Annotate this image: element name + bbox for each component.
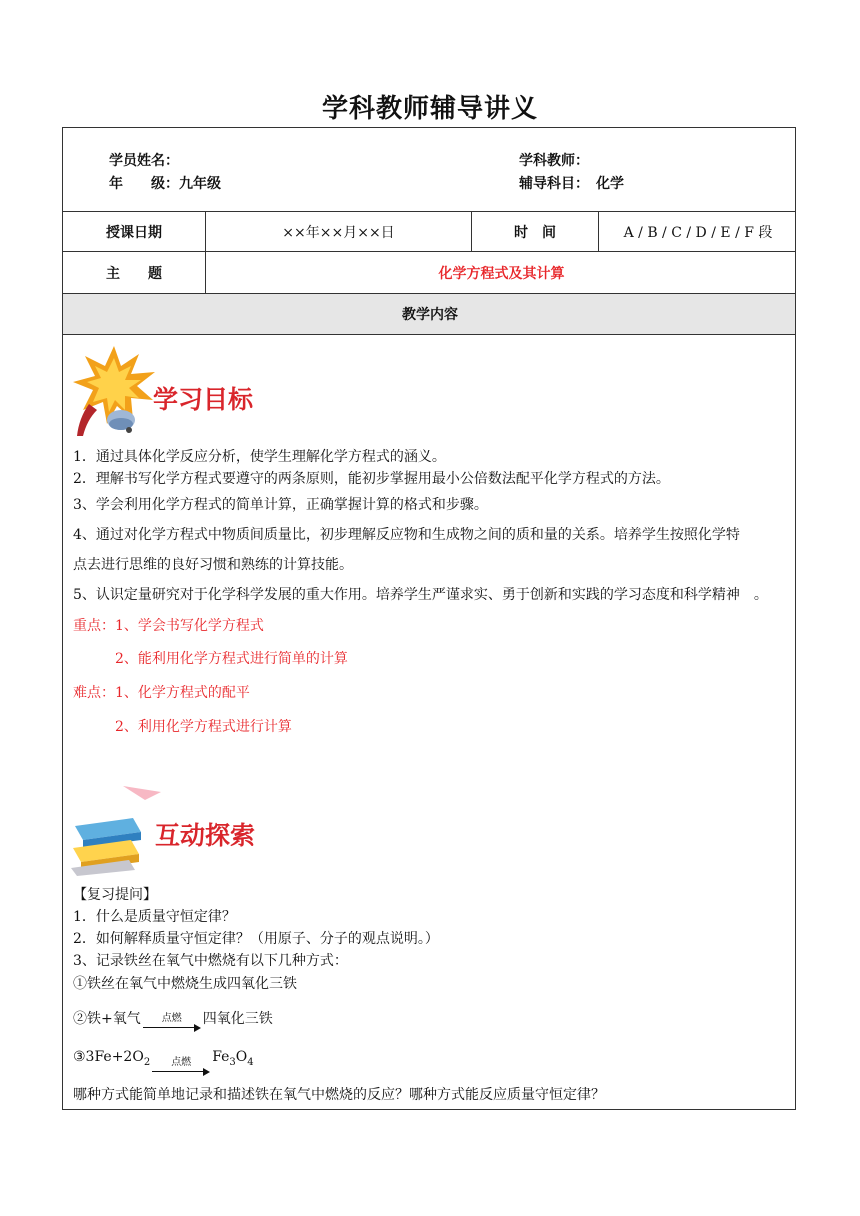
key-point-1: 重点：1、学会书写化学方程式 xyxy=(73,618,264,634)
objective-item: 5、认识定量研究对于化学科学发展的重大作用。培养学生严谨求实、勇于创新和实践的学习态度和科学精神 。 xyxy=(73,587,768,603)
difficulty-2: 2、利用化学方程式进行计算 xyxy=(115,719,292,735)
record-way-3 xyxy=(73,1049,785,1076)
date-label: 授课日期 xyxy=(106,224,162,241)
subject-label: 辅导科目： 化学 xyxy=(519,176,624,192)
way3-right-b: O xyxy=(235,1049,248,1066)
maple-bell-icon xyxy=(69,344,159,440)
explore-badge-text: 互动探索 xyxy=(155,821,256,850)
student-name-label: 学员姓名： xyxy=(109,153,179,169)
way3-left-sub: 2 xyxy=(143,1057,151,1068)
topic-row xyxy=(63,252,795,294)
way3-left-text: ③3Fe+2O xyxy=(73,1049,144,1066)
way3-right-sub2: 4 xyxy=(247,1057,254,1068)
way3-left xyxy=(73,1044,150,1076)
objectives-badge xyxy=(69,344,269,440)
ignite-arrow xyxy=(143,1014,201,1032)
ignite-condition: 点燃 xyxy=(161,1013,182,1024)
section-header: 教学内容 xyxy=(402,307,458,323)
way2-right: 四氧化三铁 xyxy=(202,1011,273,1027)
objective-item: 4、通过对化学方程式中物质间质量比，初步理解反应物和生成物之间的质和量的关系。培养学生按照化学特 xyxy=(73,527,740,543)
review-question: 1．什么是质量守恒定律？ xyxy=(73,909,236,925)
grade-label: 年 级：九年级 xyxy=(109,176,221,192)
difficulty-1: 难点：1、化学方程式的配平 xyxy=(73,685,250,701)
objective-item: 点去进行思维的良好习惯和熟练的计算技能。 xyxy=(73,557,353,573)
schedule-row xyxy=(63,212,795,252)
page-title: 学科教师辅导讲义 xyxy=(321,94,538,124)
record-way-2 xyxy=(73,1010,785,1032)
record-way-1: ①铁丝在氧气中燃烧生成四氧化三铁 xyxy=(73,976,297,992)
way3-right xyxy=(212,1044,253,1076)
arrow-icon xyxy=(143,1024,201,1032)
objective-item: 3、学会利用化学方程式的简单计算，正确掌握计算的格式和步骤。 xyxy=(73,497,488,513)
way3-right-a: Fe xyxy=(212,1049,230,1066)
section-header-row xyxy=(63,294,795,335)
objectives-list xyxy=(73,446,785,744)
way3-right-sub1: 3 xyxy=(229,1057,236,1068)
objective-item: 2．理解书写化学方程式要遵守的两条原则，能初步掌握用最小公倍数法配平化学方程式的方法。 xyxy=(73,471,670,487)
arrow-icon xyxy=(152,1068,210,1076)
student-info-row xyxy=(63,128,795,212)
way2-left: ②铁+氧气 xyxy=(73,1011,141,1027)
topic-value: 化学方程式及其计算 xyxy=(205,252,797,293)
lecture-table xyxy=(62,127,796,1110)
topic-label: 主 题 xyxy=(106,265,162,282)
time-label: 时 间 xyxy=(471,212,598,251)
books-icon xyxy=(69,782,169,878)
teacher-label: 学科教师： xyxy=(519,153,589,169)
review-title: 【复习提问】 xyxy=(73,887,157,903)
key-point-2: 2、能利用化学方程式进行简单的计算 xyxy=(115,651,348,667)
time-value: A / B / C / D / E / F 段 xyxy=(598,212,797,251)
objective-item: 1．通过具体化学反应分析，使学生理解化学方程式的涵义。 xyxy=(73,449,446,465)
objectives-badge-text: 学习目标 xyxy=(153,385,254,414)
date-value: ××年××月××日 xyxy=(205,212,471,251)
ignite-arrow xyxy=(152,1058,210,1076)
explore-badge xyxy=(69,782,269,878)
review-section xyxy=(73,884,785,1106)
ignite-condition: 点燃 xyxy=(171,1057,192,1068)
review-question: 2．如何解释质量守恒定律？（用原子、分子的观点说明。） xyxy=(73,931,439,947)
final-question: 哪种方式能简单地记录和描述铁在氧气中燃烧的反应？哪种方式能反应质量守恒定律？ xyxy=(73,1087,605,1103)
review-question: 3、记录铁丝在氧气中燃烧有以下几种方式： xyxy=(73,953,348,969)
